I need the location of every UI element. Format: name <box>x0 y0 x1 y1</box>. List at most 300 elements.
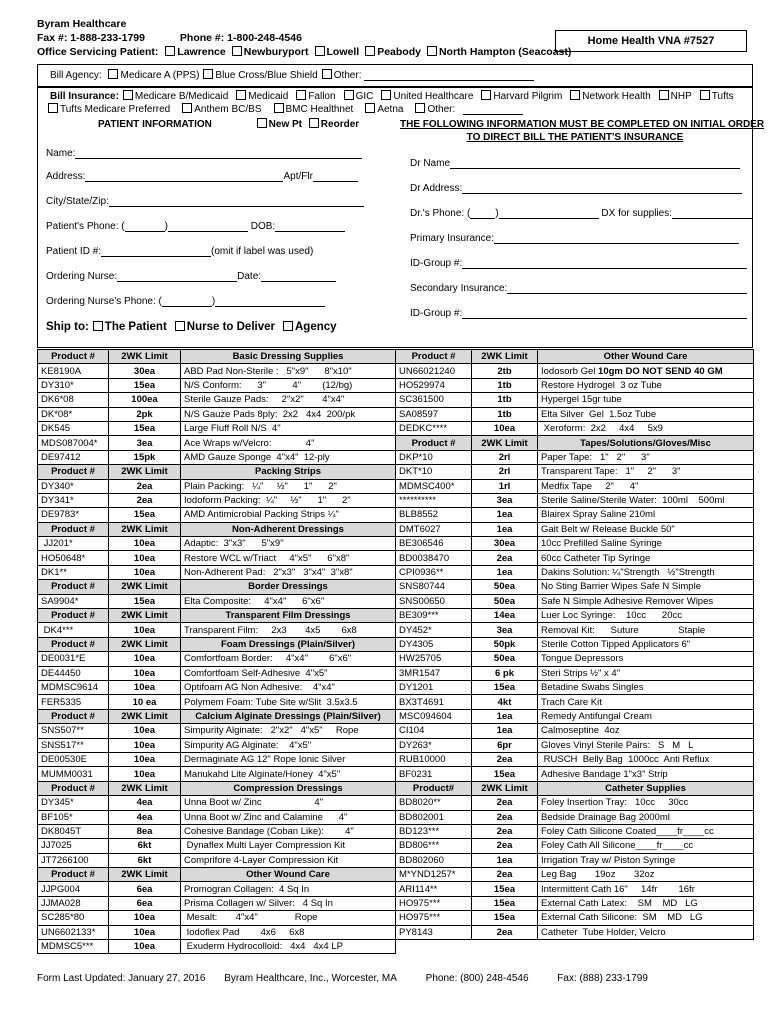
product-number-text: Product # <box>51 610 95 622</box>
description-cell <box>538 378 754 392</box>
product-row[interactable] <box>38 551 396 565</box>
product-row[interactable] <box>396 810 754 824</box>
insurance-option[interactable] <box>44 104 170 115</box>
secondary-insurance-label: Secondary Insurance: <box>410 283 508 294</box>
description-cell <box>181 666 396 680</box>
insurance-checkbox[interactable] <box>123 90 133 100</box>
product-row[interactable] <box>396 853 754 867</box>
product-row[interactable] <box>38 839 396 853</box>
primary-insurance-label: Primary Insurance: <box>410 233 494 244</box>
section-header-row <box>396 350 754 364</box>
secondary-insurance-field[interactable] <box>507 283 747 294</box>
product-number-cell <box>38 896 109 910</box>
product-row[interactable] <box>396 896 754 910</box>
name-field[interactable] <box>75 148 362 159</box>
insurance-option[interactable] <box>292 91 335 102</box>
description-text: Iodosorb Gel <box>541 365 599 377</box>
product-row[interactable] <box>38 537 396 551</box>
product-row[interactable] <box>396 609 754 623</box>
limit-cell <box>472 508 538 522</box>
product-row[interactable] <box>396 421 754 435</box>
product-row[interactable] <box>396 493 754 507</box>
product-row[interactable] <box>38 810 396 824</box>
product-number-cell <box>396 839 472 853</box>
dob-field[interactable] <box>275 221 345 232</box>
insurance-option[interactable] <box>270 104 354 115</box>
limit-text: 2WK Limit <box>121 710 168 722</box>
limit-cell <box>109 738 181 752</box>
insurance-checkbox[interactable] <box>296 90 306 100</box>
description-text: 10cc Prefilled Saline Syringe <box>541 538 662 550</box>
limit-text: 2ea <box>496 797 513 809</box>
description-cell <box>538 796 754 810</box>
product-row[interactable] <box>396 623 754 637</box>
insurance-option[interactable] <box>377 91 473 102</box>
product-row[interactable] <box>38 680 396 694</box>
bill-agency-option[interactable] <box>104 70 199 81</box>
limit-text: 10ea <box>133 739 156 751</box>
description-cell <box>181 421 396 435</box>
description-cell <box>538 839 754 853</box>
product-row[interactable] <box>396 824 754 838</box>
product-row[interactable] <box>396 565 754 579</box>
limit-text: 1ea <box>496 725 513 737</box>
limit-text: 50pk <box>493 639 516 650</box>
limit-text: 1ea <box>496 523 513 535</box>
insurance-checkbox[interactable] <box>182 103 192 113</box>
product-row[interactable] <box>38 925 396 939</box>
product-row[interactable] <box>38 911 396 925</box>
product-row[interactable] <box>38 738 396 752</box>
product-number-cell <box>396 450 472 464</box>
limit-text: 15ea <box>493 912 516 924</box>
limit-text: 3ea <box>136 437 153 449</box>
product-row[interactable] <box>38 421 396 435</box>
limit-cell <box>109 709 181 723</box>
product-number-text: Product # <box>51 639 95 650</box>
limit-text: 1tb <box>497 408 512 420</box>
bill-agency-option[interactable] <box>318 70 362 81</box>
product-row[interactable] <box>396 479 754 493</box>
product-row[interactable] <box>38 724 396 738</box>
description-text: Sterile Saline/Sterile Water: 100ml 500ml <box>541 495 725 507</box>
product-number-cell <box>38 537 109 551</box>
product-number-text: DK545 <box>41 423 71 435</box>
new-pt-checkbox[interactable] <box>257 118 267 128</box>
patient-phone-area-field[interactable] <box>125 221 165 232</box>
product-number-text: DK6*08 <box>41 394 74 406</box>
product-row[interactable] <box>38 393 396 407</box>
insurance-option[interactable] <box>411 104 455 115</box>
description-cell <box>181 407 396 421</box>
product-number-text: BX3T4691 <box>399 696 444 708</box>
product-number-text: Product # <box>51 351 95 363</box>
product-number-text: DE9783* <box>41 509 80 521</box>
product-row[interactable] <box>38 450 396 464</box>
description-cell <box>538 896 754 910</box>
product-row[interactable] <box>396 882 754 896</box>
section-header-row <box>38 637 396 651</box>
fax-number: Fax #: 1-888-233-1799 <box>37 32 145 44</box>
description-cell <box>538 350 754 364</box>
insurance-option-label: Aetna <box>377 104 404 115</box>
limit-cell <box>109 695 181 709</box>
product-number-cell <box>38 911 109 925</box>
product-number-text: MUMM0031 <box>41 768 93 780</box>
product-number-cell <box>396 393 472 407</box>
product-number-cell <box>396 594 472 608</box>
bill-agency-checkbox[interactable] <box>322 69 332 79</box>
limit-cell <box>109 580 181 594</box>
product-number-text: Product # <box>51 782 95 794</box>
product-row[interactable] <box>38 594 396 608</box>
description-text: Steri Strips ½" x 4" <box>541 667 621 679</box>
product-row[interactable] <box>396 724 754 738</box>
description-text: Optifoam AG Non Adhesive: 4"x4" <box>184 682 335 694</box>
description-text: ABD Pad Non-Sterile : 5"x9" 8"x10" <box>184 365 352 377</box>
product-row[interactable] <box>38 436 396 450</box>
description-text: Gait Belt w/ Release Buckle 50" <box>541 523 675 535</box>
description-text: Foley Cath All Silicone____fr____cc <box>541 840 694 852</box>
product-number-cell <box>38 436 109 450</box>
description-cell <box>538 666 754 680</box>
bill-agency-other-field[interactable] <box>364 70 534 81</box>
description-text: Simpurity AG Alginate: 4"x5" <box>184 739 312 751</box>
product-row[interactable] <box>38 882 396 896</box>
nurse-phone-field[interactable] <box>215 296 325 307</box>
product-row[interactable] <box>396 364 754 378</box>
insurance-option[interactable] <box>361 104 403 115</box>
insurance-other-field[interactable] <box>463 104 523 115</box>
insurance-checkbox[interactable] <box>415 103 425 113</box>
limit-cell <box>472 493 538 507</box>
product-number-cell <box>396 493 472 507</box>
limit-text: 2ea <box>496 811 513 823</box>
description-text: Simpurity Alginate: 2"x2" 4"x5" Rope <box>184 725 359 737</box>
product-row[interactable] <box>38 853 396 867</box>
product-row[interactable] <box>396 868 754 882</box>
section-header-row <box>38 709 396 723</box>
limit-text: 2WK Limit <box>481 351 528 363</box>
description-text: Unna Boot w/ Zinc 4" <box>184 797 324 809</box>
office-checkbox[interactable] <box>315 46 325 56</box>
product-row[interactable] <box>38 565 396 579</box>
description-cell <box>181 508 396 522</box>
product-number-cell <box>38 407 109 421</box>
product-row[interactable] <box>396 522 754 536</box>
product-number-text: Product # <box>411 437 456 449</box>
product-row[interactable] <box>396 378 754 392</box>
product-row[interactable] <box>38 796 396 810</box>
description-cell <box>181 551 396 565</box>
product-row[interactable] <box>38 752 396 766</box>
insurance-option[interactable] <box>655 91 692 102</box>
description-text: N/S Conform: 3" 4" (12/bg) <box>184 379 353 391</box>
insurance-checkbox[interactable] <box>659 90 669 100</box>
dr-phone-area-field[interactable] <box>470 208 495 219</box>
limit-text: 14ea <box>493 610 516 622</box>
product-number-cell <box>38 810 109 824</box>
insurance-checkbox[interactable] <box>700 90 710 100</box>
limit-cell <box>109 781 181 795</box>
description-cell <box>181 695 396 709</box>
product-row[interactable] <box>38 767 396 781</box>
limit-text: 2WK Limit <box>121 782 168 794</box>
product-number-text: SNS80744 <box>399 581 445 593</box>
section-header-row <box>38 465 396 479</box>
reorder-checkbox[interactable] <box>309 118 319 128</box>
footer-updated: Form Last Updated: January 27, 2016 <box>37 973 206 984</box>
description-cell <box>538 465 754 479</box>
product-row[interactable] <box>396 695 754 709</box>
description-cell <box>181 824 396 838</box>
dr-phone-field[interactable] <box>499 208 599 219</box>
office-option[interactable] <box>228 46 309 58</box>
product-row[interactable] <box>396 680 754 694</box>
limit-text: 4ea <box>136 811 153 823</box>
limit-cell <box>472 580 538 594</box>
product-number-text: ARI114** <box>399 883 438 895</box>
bill-agency-checkbox[interactable] <box>108 69 118 79</box>
description-cell <box>181 350 396 364</box>
insurance-checkbox[interactable] <box>344 90 354 100</box>
product-number-cell <box>396 824 472 838</box>
product-row[interactable] <box>396 594 754 608</box>
product-number-text: SNS507** <box>41 725 84 737</box>
insurance-option-label: Medicare B/Medicaid <box>134 91 229 102</box>
product-row[interactable] <box>38 508 396 522</box>
product-number-cell <box>38 752 109 766</box>
description-cell <box>538 623 754 637</box>
description-cell <box>181 925 396 939</box>
patient-phone-field[interactable] <box>168 221 248 232</box>
product-number-cell <box>38 925 109 939</box>
ship-to-option[interactable] <box>279 321 337 333</box>
product-row[interactable] <box>38 479 396 493</box>
product-number-text: HO975*** <box>399 912 441 924</box>
product-row[interactable] <box>38 407 396 421</box>
description-text: Tongue Depressors <box>541 653 624 665</box>
limit-cell <box>109 551 181 565</box>
bill-insurance-label: Bill Insurance: <box>50 91 119 102</box>
product-row[interactable] <box>38 824 396 838</box>
product-row[interactable] <box>38 652 396 666</box>
dr-name-field[interactable] <box>450 158 740 169</box>
product-number-text: DKP*10 <box>399 451 433 463</box>
product-row[interactable] <box>38 493 396 507</box>
product-number-cell <box>38 709 109 723</box>
product-row[interactable] <box>396 796 754 810</box>
insurance-option[interactable] <box>477 91 562 102</box>
dr-address-field[interactable] <box>462 183 742 194</box>
description-cell <box>181 896 396 910</box>
product-row[interactable] <box>396 911 754 925</box>
office-checkbox[interactable] <box>365 46 375 56</box>
insurance-checkbox[interactable] <box>570 90 580 100</box>
insurance-checkbox[interactable] <box>481 90 491 100</box>
office-checkbox[interactable] <box>427 46 437 56</box>
product-row[interactable] <box>396 709 754 723</box>
address-field[interactable] <box>85 171 283 182</box>
limit-cell <box>109 393 181 407</box>
description-cell <box>181 609 396 623</box>
product-number-text: Product # <box>51 869 95 881</box>
description-text: Plain Packing: ¼" ½" 1" 2" <box>184 480 337 492</box>
product-row[interactable] <box>396 738 754 752</box>
insurance-checkbox[interactable] <box>365 103 375 113</box>
insurance-option[interactable] <box>119 91 228 102</box>
ship-to-checkbox[interactable] <box>93 321 103 331</box>
dx-field[interactable] <box>672 208 752 219</box>
office-option[interactable] <box>311 46 360 58</box>
new-pt-label: New Pt <box>268 119 303 130</box>
limit-cell <box>472 882 538 896</box>
ship-to-option[interactable] <box>89 321 167 333</box>
dr-name-label: Dr Name <box>410 158 451 169</box>
product-row[interactable] <box>396 508 754 522</box>
description-text: Removal Kit: Suture Staple <box>541 624 706 636</box>
apt-label: Apt/Flr <box>283 171 313 182</box>
product-row[interactable] <box>38 364 396 378</box>
product-row[interactable] <box>396 752 754 766</box>
product-number-cell <box>38 695 109 709</box>
nurse-date-field[interactable] <box>261 271 336 282</box>
product-number-cell <box>38 868 109 882</box>
section-header-row <box>396 436 754 450</box>
description-cell <box>538 738 754 752</box>
city-field[interactable] <box>109 196 364 207</box>
product-row[interactable] <box>396 580 754 594</box>
id-group1-field[interactable] <box>462 258 747 269</box>
insurance-option-label: GIC <box>355 91 374 102</box>
description-text: Unna Boot w/ Zinc and Calamine 4" <box>184 811 348 823</box>
product-row[interactable] <box>396 925 754 939</box>
product-number-cell <box>396 911 472 925</box>
limit-cell <box>472 436 538 450</box>
product-number-cell <box>38 465 109 479</box>
insurance-option[interactable] <box>340 91 374 102</box>
product-number-cell <box>396 609 472 623</box>
product-number-text: BD802060 <box>399 854 444 866</box>
office-option[interactable] <box>161 46 225 58</box>
limit-text: 2WK Limit <box>121 869 168 881</box>
limit-text: 2pk <box>136 408 153 420</box>
insurance-checkbox[interactable] <box>381 90 391 100</box>
office-option[interactable] <box>423 46 571 58</box>
product-row[interactable] <box>38 940 396 954</box>
description-cell <box>181 522 396 536</box>
insurance-option[interactable] <box>696 91 734 102</box>
insurance-option[interactable] <box>566 91 650 102</box>
product-row[interactable] <box>396 637 754 651</box>
product-row[interactable] <box>396 393 754 407</box>
product-number-text: BE306546 <box>399 538 444 550</box>
id-group2-field[interactable] <box>462 308 747 319</box>
limit-cell <box>109 896 181 910</box>
product-number-text: MDS087004* <box>41 437 98 449</box>
limit-cell <box>472 551 538 565</box>
patient-id-field[interactable] <box>101 246 211 257</box>
product-number-cell <box>38 781 109 795</box>
insurance-checkbox[interactable] <box>274 103 284 113</box>
product-number-text: DE00530E <box>41 754 87 766</box>
limit-text: 4ea <box>136 797 153 809</box>
insurance-checkbox[interactable] <box>236 90 246 100</box>
product-number-text: Product # <box>51 710 95 722</box>
apt-field[interactable] <box>313 171 358 182</box>
product-row[interactable] <box>396 666 754 680</box>
product-row[interactable] <box>396 839 754 853</box>
patient-info-header <box>98 118 359 130</box>
description-text: Betadine Swabs Singles <box>541 682 644 694</box>
insurance-option[interactable] <box>178 104 261 115</box>
ordering-nurse-field[interactable] <box>117 271 237 282</box>
product-number-cell <box>396 378 472 392</box>
product-row[interactable] <box>38 666 396 680</box>
description-cell <box>181 752 396 766</box>
product-row[interactable] <box>396 465 754 479</box>
product-number-text: BF105* <box>41 811 73 823</box>
office-checkbox[interactable] <box>165 46 175 56</box>
product-number-text: BD806*** <box>399 840 440 852</box>
bill-agency-checkbox[interactable] <box>203 69 213 79</box>
bill-agency-option[interactable] <box>199 70 317 81</box>
vna-title: Home Health VNA #7527 <box>555 30 747 52</box>
ship-to-checkbox[interactable] <box>175 321 185 331</box>
product-number-text: DY341* <box>41 495 74 507</box>
ship-to-checkbox[interactable] <box>283 321 293 331</box>
limit-text: 2tb <box>497 365 512 377</box>
limit-cell <box>472 393 538 407</box>
description-text: Ace Wraps w/Velcro: 4" <box>184 437 315 449</box>
description-cell <box>538 868 754 882</box>
product-row[interactable] <box>38 623 396 637</box>
product-row[interactable] <box>38 378 396 392</box>
limit-text: 15ea <box>493 883 516 895</box>
product-number-cell <box>396 537 472 551</box>
description-cell <box>181 393 396 407</box>
ship-to-option[interactable] <box>171 321 275 333</box>
insurance-checkbox[interactable] <box>48 103 58 113</box>
description-text: Foam Dressings (Plain/Silver) <box>220 639 356 650</box>
product-number-cell <box>38 940 109 954</box>
limit-text: 30ea <box>133 365 156 377</box>
product-row[interactable] <box>38 896 396 910</box>
product-row[interactable] <box>396 537 754 551</box>
product-number-text: JJ7025 <box>41 840 72 852</box>
product-row[interactable] <box>396 407 754 421</box>
product-row[interactable] <box>396 767 754 781</box>
description-cell <box>181 479 396 493</box>
limit-cell <box>109 508 181 522</box>
description-cell <box>538 695 754 709</box>
insurance-option[interactable] <box>232 91 288 102</box>
limit-text: 2rl <box>498 451 511 463</box>
nurse-phone-area-field[interactable] <box>162 296 212 307</box>
primary-insurance-field[interactable] <box>494 233 739 244</box>
office-label: Office Servicing Patient: <box>37 46 159 58</box>
insurance-option-label: United Healthcare <box>393 91 474 102</box>
product-row[interactable] <box>396 652 754 666</box>
limit-text: 4kt <box>497 696 512 708</box>
product-row[interactable] <box>396 551 754 565</box>
office-option[interactable] <box>361 46 421 58</box>
product-row[interactable] <box>396 450 754 464</box>
product-number-text: Product# <box>412 782 455 794</box>
product-row[interactable] <box>38 695 396 709</box>
product-number-cell <box>38 551 109 565</box>
office-checkbox[interactable] <box>232 46 242 56</box>
